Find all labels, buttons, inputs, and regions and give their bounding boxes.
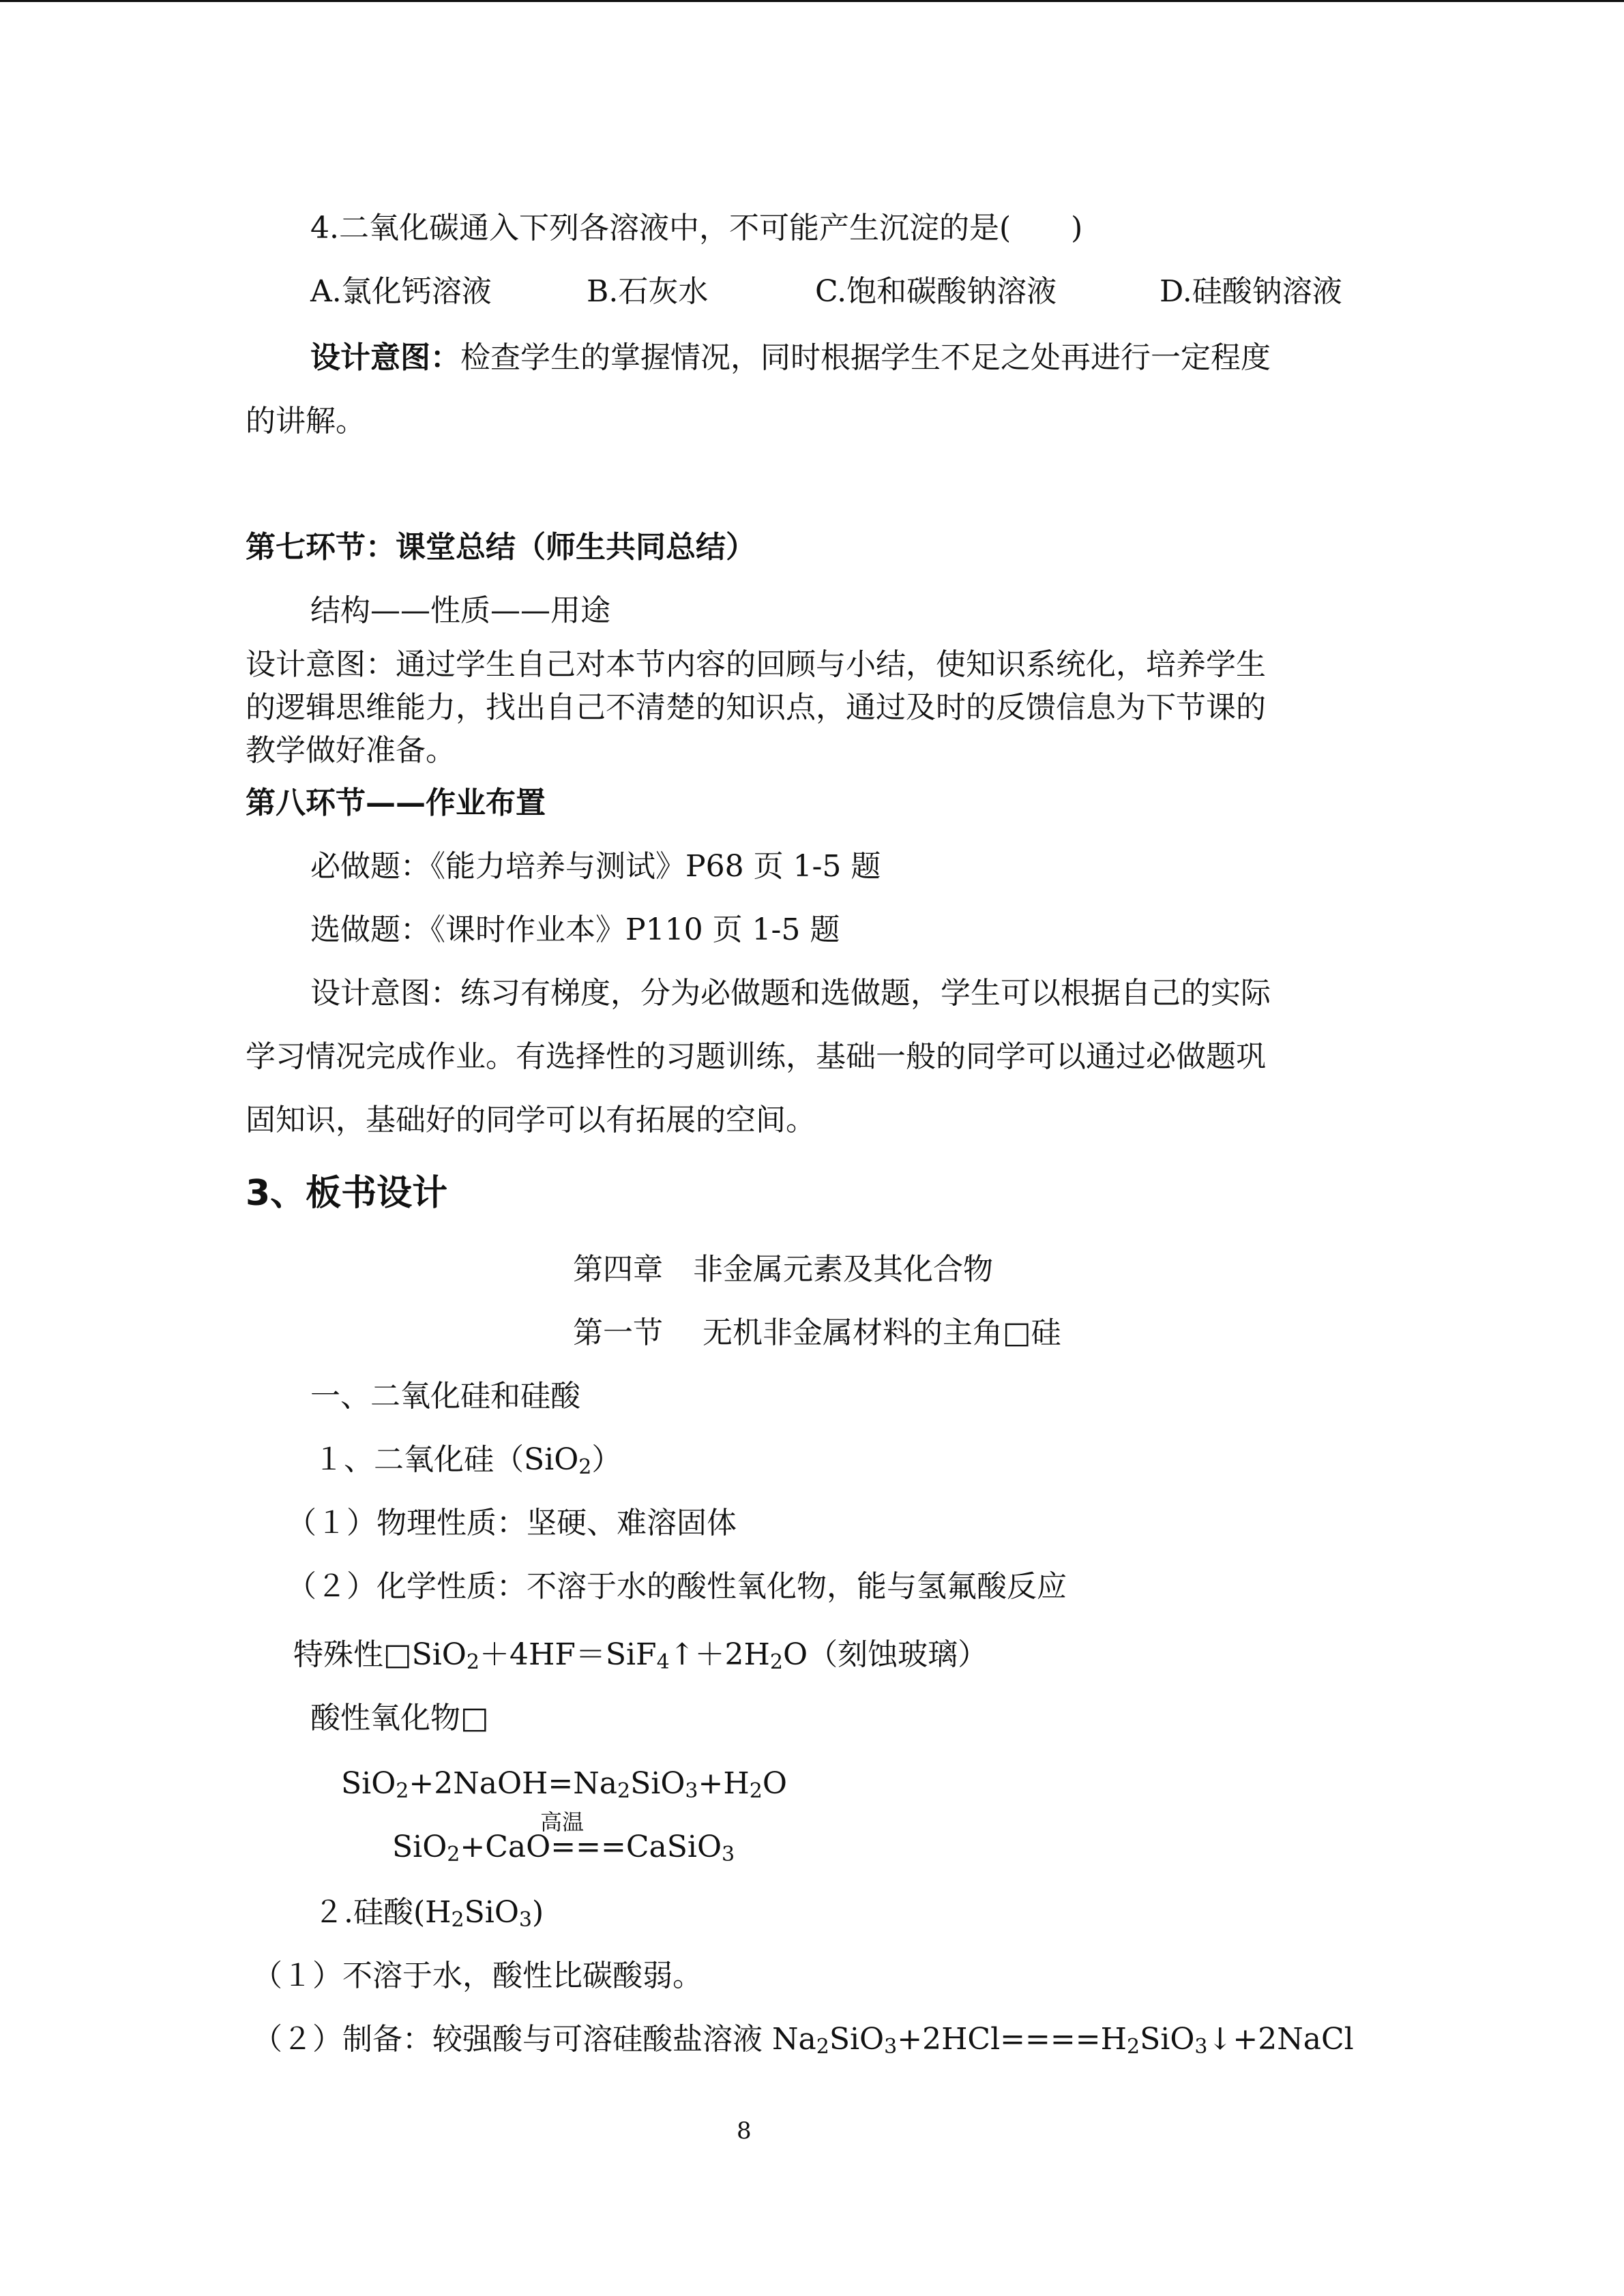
section-7-title: 第七环节：课堂总结（师生共同总结） [246,530,756,565]
equation-naoh: $SiO_2+2NaOH=Na_2SiO_3+H_2O$ [341,1766,787,1803]
acidic-oxide-label: 酸性氧化物□ [310,1701,489,1735]
physical-property: （１）物理性质：坚硬、难溶固体 [286,1506,737,1540]
homework-required: 必做题：《能力培养与测试》P68 页 1-5 题 [310,849,881,884]
section-7-structure: 结构——性质——用途 [310,593,610,628]
section-7-intent-line-1: 设计意图：通过学生自己对本节内容的回顾与小结，使知识系统化，培养学生 [246,647,1266,682]
special-property-equation: 特殊性$□SiO_2+4HF=SiF_4↑+2H_2O$（刻蚀玻璃） [293,1637,988,1674]
board-part-1: 一、二氧化硅和硅酸 [310,1379,580,1414]
silicic-acid-property: （１）不溶于水，酸性比碳酸弱。 [252,1958,703,1993]
option-a: A.氯化钙溶液 [310,274,492,309]
board-section: 第一节 无机非金属材料的主角□硅 [573,1315,1061,1350]
chemical-property: （２）化学性质：不溶于水的酸性氧化物，能与氢氟酸反应 [286,1569,1067,1604]
section-7-intent-line-2: 的逻辑思维能力，找出自己不清楚的知识点，通过及时的反馈信息为下节课的 [246,690,1266,725]
q4-intent-line-1 [310,339,1271,377]
option-d: D.硅酸钠溶液 [1160,274,1342,309]
sio2-heading: １、二氧化硅（SiO$_2$） [314,1442,622,1479]
reaction-condition-high-temp: 高温 [540,1809,585,1835]
silicic-acid-preparation: （２）制备：较强酸与可溶硅酸盐溶液 $Na_2SiO_3+2HCl====H_2SiO_3↓+2NaCl$ [252,2022,1354,2059]
section-8-intent-line-1: 设计意图：练习有梯度，分为必做题和选做题，学生可以根据自己的实际 [310,976,1271,1011]
board-chapter: 第四章 非金属元素及其化合物 [573,1252,993,1287]
silicic-acid-heading: ２.硅酸$(H_2SiO_3)$ [314,1895,544,1932]
q4-intent-line-2: 的讲解。 [246,404,366,438]
equation-cao: SiO$_2$+CaO===CaSiO$_3$ [392,1830,735,1866]
section-8-intent-line-3: 固知识，基础好的同学可以有拓展的空间。 [246,1103,816,1137]
intent-label: 设计意图： [310,340,460,375]
homework-optional: 选做题：《课时作业本》P110 页 1-5 题 [310,912,840,947]
board-heading: 3、板书设计 [246,1173,448,1214]
option-c: C.饱和碳酸钠溶液 [815,274,1057,309]
section-7-intent-line-3: 教学做好准备。 [246,733,456,768]
question-4-stem: 4.二氧化碳通入下列各溶液中，不可能产生沉淀的是( ) [310,211,1083,245]
page-number: 8 [737,2117,752,2145]
top-border [0,0,1624,2]
option-b: B.石灰水 [587,274,709,309]
intent-text: 检查学生的掌握情况，同时根据学生不足之处再进行一定程度 [460,340,1271,375]
section-8-title: 第八环节——作业布置 [246,786,546,820]
section-8-intent-line-2: 学习情况完成作业。有选择性的习题训练，基础一般的同学可以通过必做题巩 [246,1039,1266,1074]
